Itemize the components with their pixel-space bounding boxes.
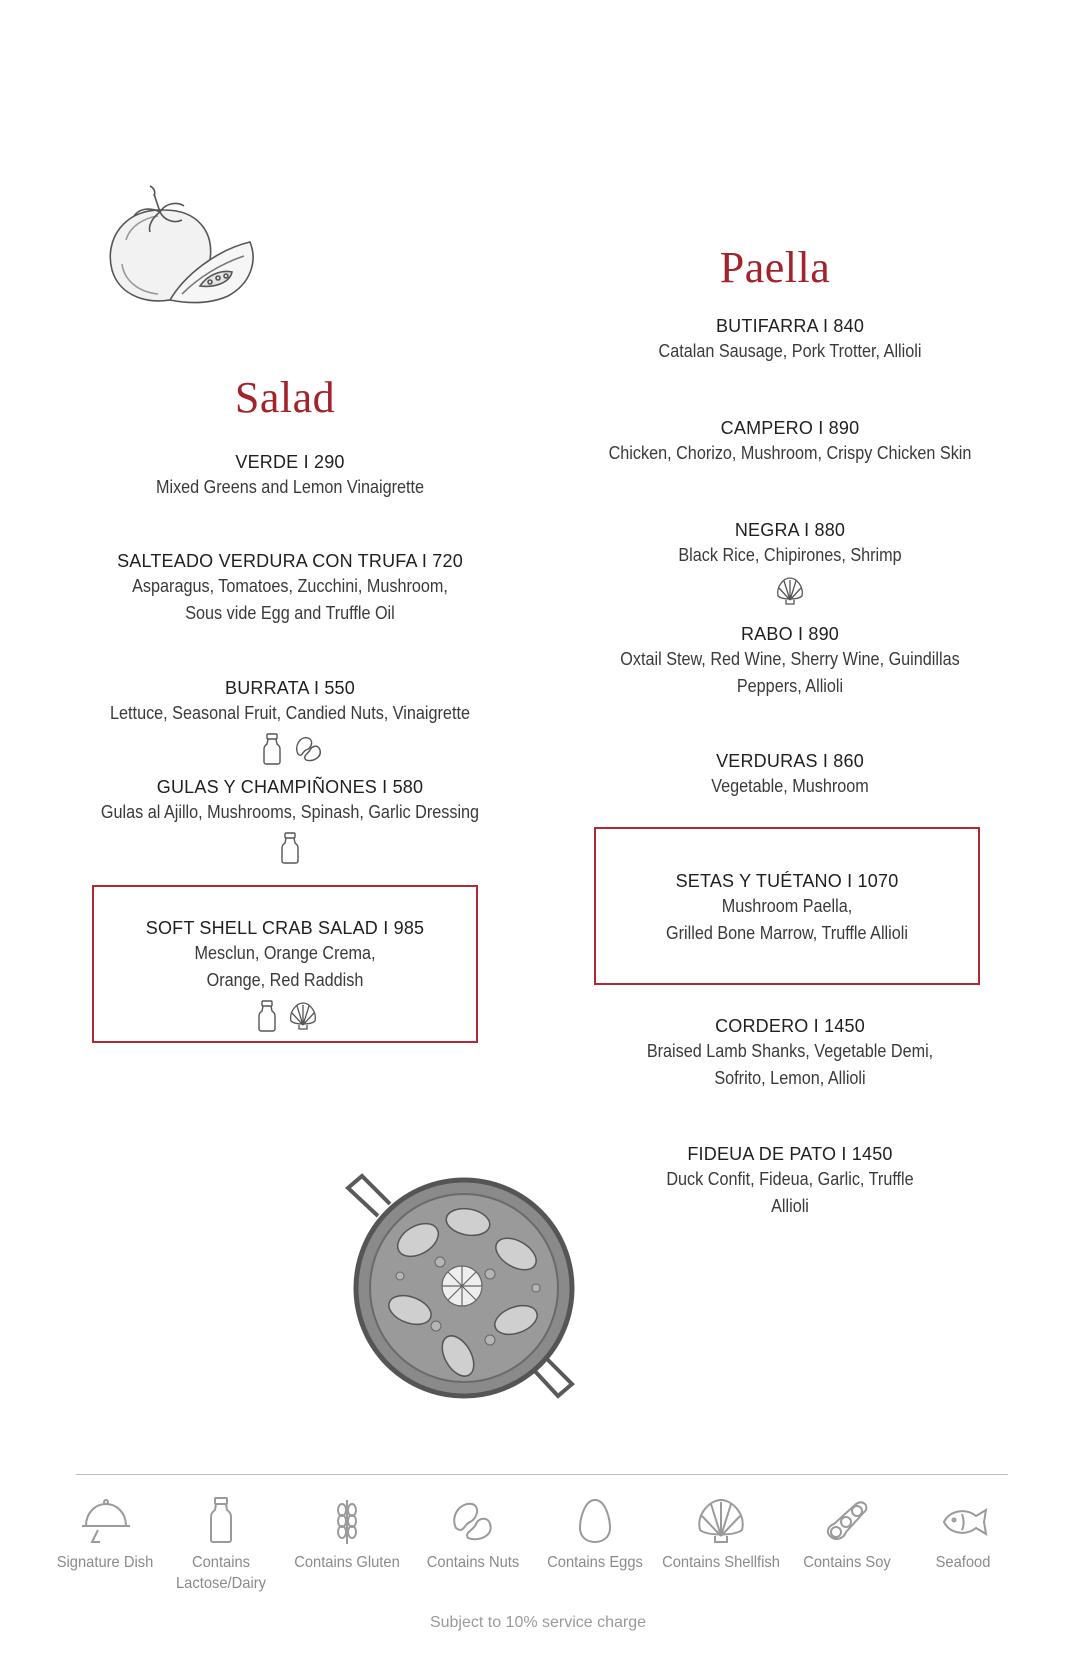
legend-label: Contains Soy bbox=[803, 1554, 891, 1571]
legend-signature-dish bbox=[40, 1496, 170, 1573]
legend-label: Contains Gluten bbox=[294, 1554, 400, 1571]
item-desc: Mesclun, Orange Crema, bbox=[194, 943, 376, 963]
menu-item-negra bbox=[560, 520, 1020, 608]
item-desc: Asparagus, Tomatoes, Zucchini, Mushroom, bbox=[132, 576, 448, 596]
milk-bottle-icon bbox=[256, 732, 288, 766]
paella-section-title: Paella bbox=[719, 243, 831, 292]
item-desc: Gulas al Ajillo, Mushrooms, Spinash, Garlic Dressing bbox=[100, 802, 480, 822]
item-desc: Duck Confit, Fideua, Garlic, Truffle bbox=[666, 1169, 914, 1189]
legend-eggs bbox=[530, 1496, 660, 1573]
item-name: RABO I 890 bbox=[740, 624, 840, 644]
cloche-icon bbox=[78, 1496, 132, 1546]
menu-item-gulas bbox=[60, 777, 520, 865]
menu-item-rabo bbox=[560, 624, 1020, 699]
soybean-icon bbox=[820, 1496, 874, 1546]
item-desc: Vegetable, Mushroom bbox=[711, 776, 869, 796]
menu-item-verduras bbox=[560, 751, 1020, 799]
item-name: CAMPERO I 890 bbox=[720, 418, 860, 438]
legend-shellfish bbox=[656, 1496, 786, 1573]
item-name: SALTEADO VERDURA CON TRUFA I 720 bbox=[117, 551, 463, 571]
item-name: GULAS Y CHAMPIÑONES I 580 bbox=[156, 777, 424, 797]
item-desc: Chicken, Chorizo, Mushroom, Crispy Chicken Skin bbox=[608, 443, 972, 463]
item-name: BUTIFARRA I 840 bbox=[715, 316, 865, 336]
menu-item-soft-shell-crab bbox=[92, 918, 478, 1033]
item-desc: Peppers, Allioli bbox=[736, 676, 844, 696]
item-name: NEGRA I 880 bbox=[734, 520, 846, 540]
item-name: FIDEUA DE PATO I 1450 bbox=[687, 1144, 893, 1164]
item-name: CORDERO I 1450 bbox=[715, 1016, 865, 1036]
legend-divider bbox=[76, 1474, 1008, 1475]
legend-label: Contains Nuts bbox=[426, 1554, 520, 1571]
item-desc: Catalan Sausage, Pork Trotter, Allioli bbox=[658, 341, 922, 361]
fish-icon bbox=[936, 1496, 990, 1546]
menu-item-setas bbox=[594, 871, 980, 946]
menu-item-fideua bbox=[560, 1144, 1020, 1219]
item-desc: Oxtail Stew, Red Wine, Sherry Wine, Guindillas bbox=[620, 649, 960, 669]
shell-icon bbox=[774, 574, 806, 608]
item-desc: Orange, Red Raddish bbox=[206, 970, 364, 990]
item-desc: Mushroom Paella, bbox=[721, 896, 853, 916]
milk-bottle-icon bbox=[274, 831, 306, 865]
menu-item-butifarra bbox=[560, 316, 1020, 364]
legend-seafood bbox=[898, 1496, 1028, 1573]
legend-label: Seafood bbox=[935, 1554, 991, 1571]
item-desc: Grilled Bone Marrow, Truffle Allioli bbox=[666, 923, 908, 943]
item-desc: Sofrito, Lemon, Allioli bbox=[714, 1068, 866, 1088]
item-name: VERDE I 290 bbox=[235, 452, 345, 472]
legend-label: Contains Eggs bbox=[547, 1554, 643, 1571]
item-desc: Braised Lamb Shanks, Vegetable Demi, bbox=[646, 1041, 934, 1061]
paella-pan-illustration bbox=[340, 1170, 590, 1410]
menu-item-campero bbox=[560, 418, 1020, 466]
legend-soy bbox=[782, 1496, 912, 1573]
legend-label: Lactose/Dairy bbox=[175, 1575, 266, 1592]
legend-label: Contains bbox=[191, 1554, 251, 1571]
legend-nuts bbox=[408, 1496, 538, 1573]
wheat-icon bbox=[320, 1496, 374, 1546]
item-name: BURRATA I 550 bbox=[225, 678, 355, 698]
item-desc: Lettuce, Seasonal Fruit, Candied Nuts, Vinaigrette bbox=[110, 703, 470, 723]
menu-item-salteado bbox=[60, 551, 520, 626]
tomato-illustration bbox=[104, 180, 264, 320]
legend-label: Signature Dish bbox=[56, 1554, 154, 1571]
salad-section-title: Salad bbox=[234, 373, 336, 422]
nut-icon bbox=[292, 732, 324, 766]
legend-label: Contains Shellfish bbox=[662, 1554, 780, 1571]
milk-bottle-icon bbox=[251, 999, 283, 1033]
menu-item-burrata bbox=[60, 678, 520, 766]
legend-lactose-dairy bbox=[156, 1496, 286, 1594]
item-name: VERDURAS I 860 bbox=[716, 751, 864, 771]
service-charge-note: Subject to 10% service charge bbox=[429, 1614, 647, 1631]
egg-icon bbox=[568, 1496, 622, 1546]
item-desc: Mixed Greens and Lemon Vinaigrette bbox=[155, 477, 425, 497]
shell-icon bbox=[694, 1496, 748, 1546]
item-name: SOFT SHELL CRAB SALAD I 985 bbox=[145, 918, 425, 938]
menu-item-verde bbox=[60, 452, 520, 500]
milk-bottle-icon bbox=[194, 1496, 248, 1546]
legend-gluten bbox=[282, 1496, 412, 1573]
shell-icon bbox=[287, 999, 319, 1033]
item-desc: Allioli bbox=[771, 1196, 809, 1216]
menu-item-cordero bbox=[560, 1016, 1020, 1091]
item-desc: Black Rice, Chipirones, Shrimp bbox=[678, 545, 902, 565]
item-desc: Sous vide Egg and Truffle Oil bbox=[185, 603, 395, 623]
item-name: SETAS Y TUÉTANO I 1070 bbox=[675, 871, 899, 891]
nut-icon bbox=[446, 1496, 500, 1546]
